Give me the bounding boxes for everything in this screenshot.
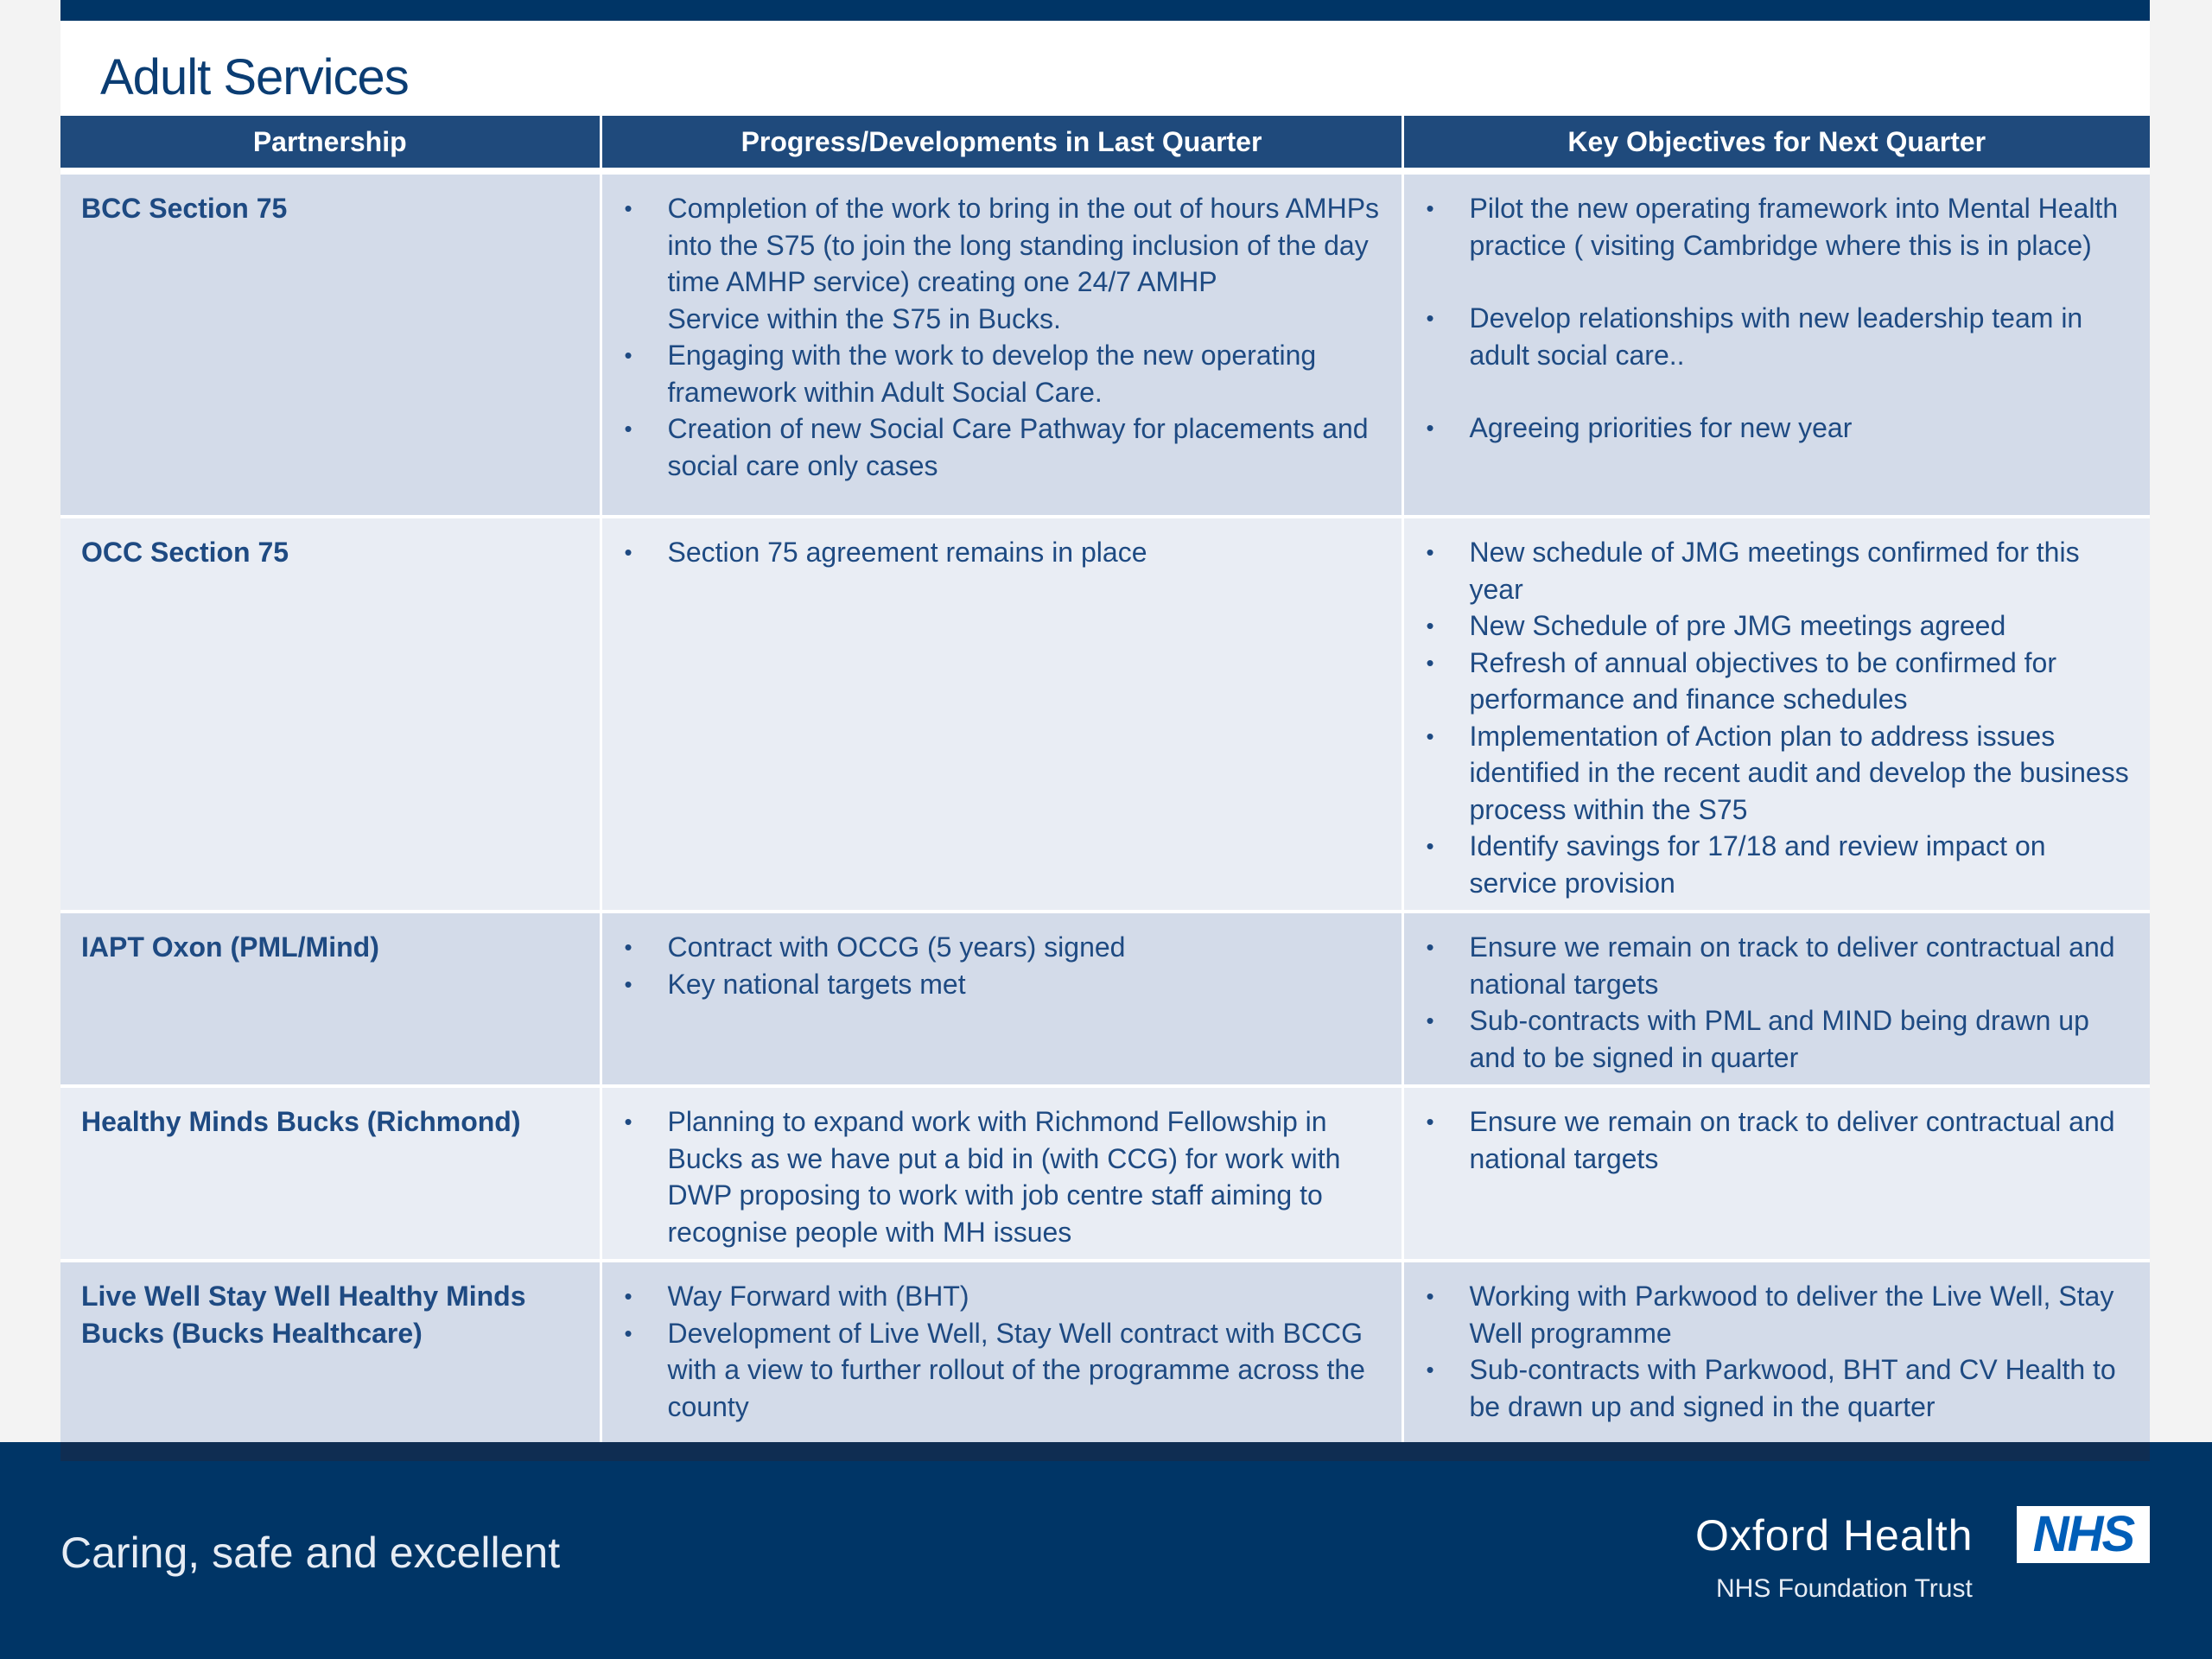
- table-row: [60, 171, 2150, 517]
- list-item: • Develop relationships with new leadership team in adult social care..: [1425, 300, 2130, 373]
- list-item: • Implementation of Action plan to address issues identified in the recent audit and develop the business process within the S75: [1425, 718, 2130, 829]
- progress-list: [623, 1278, 1381, 1425]
- list-item: • Sub-contracts with PML and MIND being drawn up and to be signed in quarter: [1425, 1002, 2130, 1076]
- objectives-cell: [1402, 1261, 2150, 1452]
- objectives-cell: [1402, 1086, 2150, 1261]
- nhs-logo: [2017, 1506, 2150, 1563]
- list-item: • Working with Parkwood to deliver the Live Well, Stay Well programme: [1425, 1278, 2130, 1351]
- list-item: • Key national targets met: [623, 966, 1381, 1003]
- objectives-cell: [1402, 912, 2150, 1086]
- list-item: • Ensure we remain on track to deliver contractual and national targets: [1425, 929, 2130, 1002]
- list-item: • Agreeing priorities for new year: [1425, 410, 2130, 447]
- partnership-cell: Live Well Stay Well Healthy Minds Bucks (Bucks Healthcare): [60, 1261, 601, 1452]
- org-name: Oxford Health: [1695, 1511, 1974, 1560]
- footer-tagline: Caring, safe and excellent: [60, 1529, 561, 1577]
- list-item: • New Schedule of pre JMG meetings agreed: [1425, 607, 2130, 645]
- list-item: • Development of Live Well, Stay Well contract with BCCG with a view to further rollout of the programme across the county: [623, 1315, 1381, 1426]
- progress-cell: [601, 912, 1402, 1086]
- top-bar: [60, 0, 2150, 21]
- list-item: • New schedule of JMG meetings confirmed for this year: [1425, 534, 2130, 607]
- table-row: [60, 1261, 2150, 1452]
- partnership-cell: OCC Section 75: [60, 517, 601, 912]
- progress-list: [623, 1103, 1381, 1250]
- partnership-cell: Healthy Minds Bucks (Richmond): [60, 1086, 601, 1261]
- list-item: • Completion of the work to bring in the out of hours AMHPs into the S75 (to join the long standing inclusion of the day time AMHP service) creating one 24/7 AMHP: [623, 190, 1381, 301]
- slide: [60, 21, 2150, 1442]
- progress-cell: [601, 517, 1402, 912]
- column-header-progress: Progress/Developments in Last Quarter: [601, 116, 1402, 171]
- partnership-cell: BCC Section 75: [60, 171, 601, 517]
- progress-list: [623, 190, 1381, 484]
- objectives-cell: [1402, 517, 2150, 912]
- progress-list: [623, 534, 1381, 571]
- objectives-list: [1425, 1103, 2130, 1177]
- list-item: • Refresh of annual objectives to be confirmed for performance and finance schedules: [1425, 645, 2130, 718]
- list-item: Service within the S75 in Bucks.: [667, 302, 1061, 334]
- list-item: • Contract with OCCG (5 years) signed: [623, 929, 1381, 966]
- table-row: [60, 517, 2150, 912]
- list-item: • Section 75 agreement remains in place: [623, 534, 1381, 571]
- footer-shadow: [60, 1442, 2150, 1461]
- progress-cell: [601, 1261, 1402, 1452]
- list-item: • Identify savings for 17/18 and review impact on service provision: [1425, 828, 2130, 901]
- objectives-list: [1425, 929, 2130, 1076]
- list-item: • Creation of new Social Care Pathway for placements and social care only cases: [623, 410, 1381, 484]
- column-header-objectives: Key Objectives for Next Quarter: [1402, 116, 2150, 171]
- page-title: Adult Services: [100, 49, 409, 105]
- table-row: [60, 1086, 2150, 1261]
- org-subtitle: NHS Foundation Trust: [1716, 1574, 1973, 1603]
- column-header-partnership: Partnership: [60, 116, 601, 171]
- progress-cell: [601, 1086, 1402, 1261]
- objectives-cell: [1402, 171, 2150, 517]
- progress-list: [623, 929, 1381, 1002]
- partnership-cell: IAPT Oxon (PML/Mind): [60, 912, 601, 1086]
- list-item: • Sub-contracts with Parkwood, BHT and CV Health to be drawn up and signed in the quarter: [1425, 1351, 2130, 1425]
- objectives-list: [1425, 190, 2130, 447]
- table-row: [60, 912, 2150, 1086]
- list-item: • Pilot the new operating framework into Mental Health practice ( visiting Cambridge where this is in place): [1425, 190, 2130, 264]
- header-row: [60, 116, 2150, 171]
- list-item: • Way Forward with (BHT): [623, 1278, 1381, 1315]
- progress-cell: [601, 171, 1402, 517]
- services-table: [60, 116, 2150, 1454]
- objectives-list: [1425, 534, 2130, 901]
- nhs-logo-text: NHS: [2032, 1506, 2134, 1562]
- list-item: • Engaging with the work to develop the new operating framework within Adult Social Care.: [623, 337, 1381, 410]
- objectives-list: [1425, 1278, 2130, 1425]
- list-item: • Ensure we remain on track to deliver contractual and national targets: [1425, 1103, 2130, 1177]
- list-item: • Planning to expand work with Richmond Fellowship in Bucks as we have put a bid in (with CCG) for work with DWP proposing to work with job centre staff aiming to recognise people with MH issues: [623, 1103, 1381, 1250]
